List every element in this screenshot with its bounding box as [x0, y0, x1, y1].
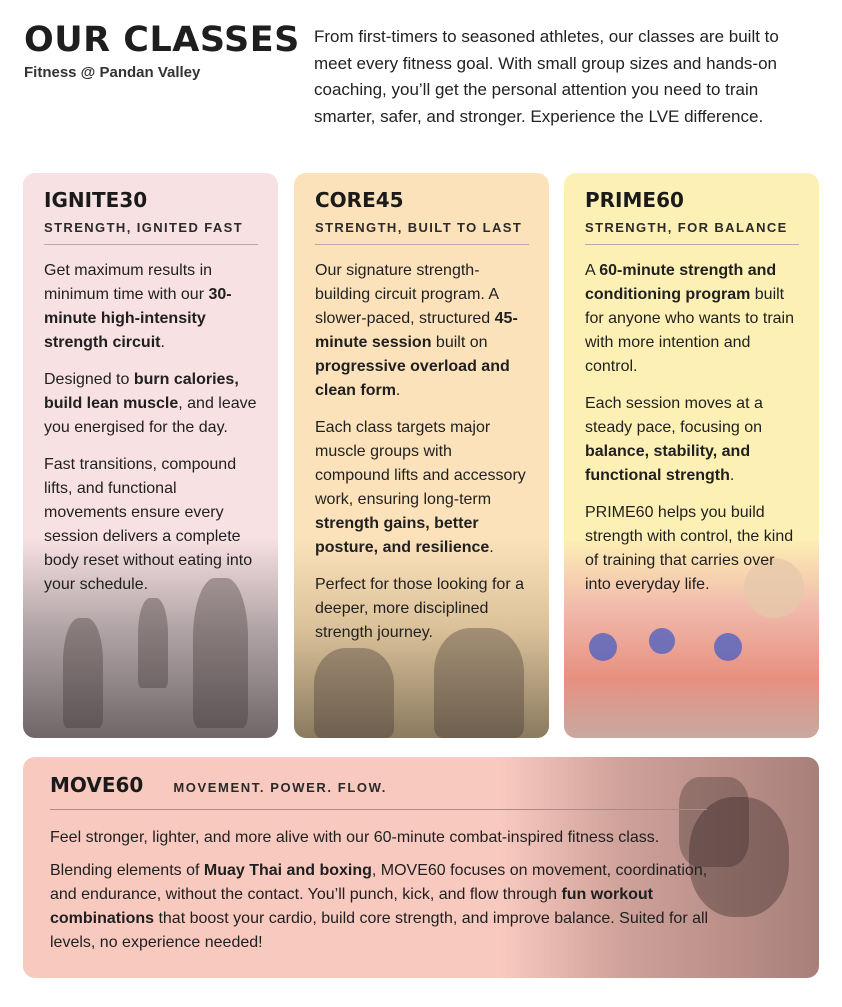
class-title: PRIME60 — [585, 188, 684, 212]
class-title: CORE45 — [315, 188, 404, 212]
class-description: Feel stronger, lighter, and more alive with our 60-minute combat-inspired fitness class. Blending elements of Muay Thai and boxing, MOVE60 focuses on movement, coordination, and endurance, without the contact. You’ll punch, kick, and flow through fun workout combinations that boost your cardio, build core strength, and improve balance. Suited for all levels, no experience needed! — [50, 829, 709, 951]
class-card-prime60 — [564, 173, 819, 738]
class-card-ignite30 — [23, 173, 278, 738]
class-tagline: STRENGTH, FOR BALANCE — [585, 220, 788, 235]
class-card-move60 — [23, 757, 819, 978]
intro-text: From first-timers to seasoned athletes, our classes are built to meet every fitness goal. With small group sizes and hands-on coaching, you’ll get the personal attention you need to train smarter, safer, and stronger. Experience the LVE difference. — [314, 27, 779, 126]
class-description: Get maximum results in minimum time with our 30-minute high-intensity strength circuit. Designed to burn calories, build lean muscle, and leave you energised for the day. Fast transitions, compound lifts, and functional movements ensure every session delivers a complete body reset without eating into your schedule. — [44, 262, 257, 593]
page-subtitle: Fitness @ Pandan Valley — [24, 64, 201, 81]
class-card-core45 — [294, 173, 549, 738]
class-description: A 60-minute strength and conditioning program built for anyone who wants to train with more intention and control. Each session moves at a steady pace, focusing on balance, stability, and functional strength. PRIME60 helps you build strength with control, the kind of training that carries over into everyday life. — [585, 262, 795, 593]
divider — [315, 244, 529, 245]
class-title: IGNITE30 — [44, 188, 148, 212]
class-tagline: STRENGTH, BUILT TO LAST — [315, 220, 523, 235]
divider — [50, 809, 707, 810]
page-title: OUR CLASSES — [24, 20, 300, 60]
class-tagline: MOVEMENT. POWER. FLOW. — [173, 780, 387, 795]
class-description: Our signature strength-building circuit program. A slower-paced, structured 45-minute session built on progressive overload and clean form. Each class targets major muscle groups with compound lifts and accessory work, ensuring long-term strength gains, better posture, and resilience. Perfect for those looking for a deeper, more disciplined strength journey. — [315, 262, 526, 641]
class-title: MOVE60 — [50, 773, 144, 797]
divider — [44, 244, 258, 245]
class-tagline: STRENGTH, IGNITED FAST — [44, 220, 244, 235]
divider — [585, 244, 799, 245]
